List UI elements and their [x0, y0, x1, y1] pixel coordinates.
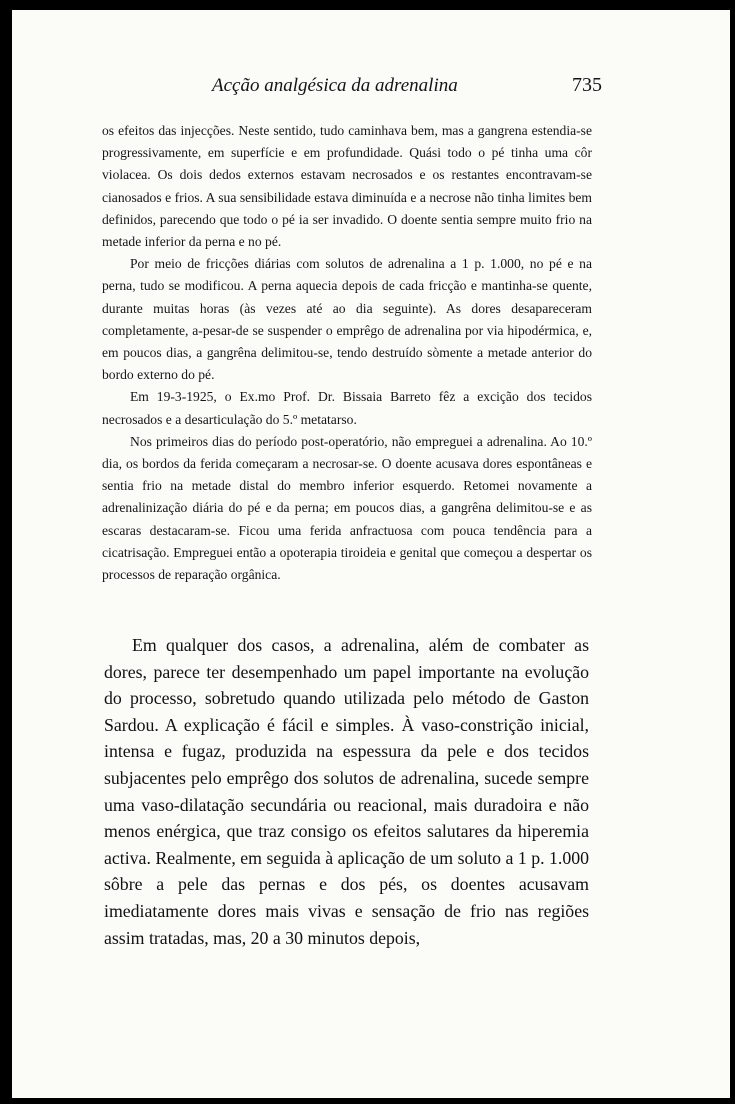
paragraph: os efeitos das injecções. Neste sentido, tudo caminhava bem, mas a gangrena estendia-se progressivamente, em superfície e em profundidade. Quási todo o pé tinha uma côr violacea. Os dois dedos externos estavam necrosados e os restantes encontravam-se cianosados e frios. A sua sensibilidade estava diminuída e a necrose não tinha limites bem definidos, parecendo que todo o pé ia ser invadido. O doente sentia sempre muito frio na metade inferior da perna e no pé. — [102, 123, 592, 250]
case-report-text — [102, 120, 592, 586]
paragraph: Por meio de fricções diárias com solutos de adrenalina a 1 p. 1.000, no pé e na perna, tudo se modificou. A perna aquecia depois de cada fricção e mantinha-se quente, durante muitas horas (às vezes até ao dia seguinte). As dores desapareceram completamente, a-pesar-de se suspender o emprêgo de adrenalina por via hipodérmica, e, em poucos dias, a gangrêna delimitou-se, tendo destruído sòmente a metade anterior do bordo externo do pé. — [102, 256, 592, 383]
paragraph: Nos primeiros dias do período post-operatório, não empreguei a adrenalina. Ao 10.º dia, os bordos da ferida começaram a necrosar-se. O doente acusava dores espontâneas e sentia frio na metade distal do membro inferior esquerdo. Retomei novamente a adrenalinização diária do pé e da perna; em poucos dias, a gangrêna delimitou-se e as escaras destacaram-se. Ficou uma ferida anfractuosa com pouca tendência para a cicatrisação. Empreguei então a opoterapia tiroideia e genital que começou a despertar os processos de reparação orgânica. — [102, 433, 592, 583]
running-title: Acção analgésica da adrenalina — [212, 75, 458, 96]
paragraph: Em qualquer dos casos, a adrenalina, além de combater as dores, parece ter desempenhado um papel importante na evolução do processo, sobretudo quando utilizada pelo método de Gaston Sardou. A explicação é fácil e simples. À vaso-constrição inicial, intensa e fugaz, produzida na espessura da pele e dos tecidos subjacentes pelo emprêgo dos solutos de adrenalina, sucede sempre uma vaso-dilatação secundária ou reacional, mais duradoira e não menos enérgica, que traz consigo os efeitos salutares da hiperemia activa. Realmente, em seguida à aplicação de um soluto a 1 p. 1.000 sôbre a pele das pernas e dos pés, os doentes acusavam imediatamente dores mais vivas e sensação de frio nas regiões assim tratadas, mas, 20 a 30 minutos depois, — [104, 635, 589, 948]
paragraph: Em 19-3-1925, o Ex.mo Prof. Dr. Bissaia Barreto fêz a excição dos tecidos necrosados e a desarticulação do 5.º metatarso. — [102, 389, 592, 427]
book-page — [12, 10, 730, 1098]
page-number: 735 — [572, 74, 602, 96]
discussion-text — [104, 632, 589, 951]
page-header — [102, 74, 602, 108]
